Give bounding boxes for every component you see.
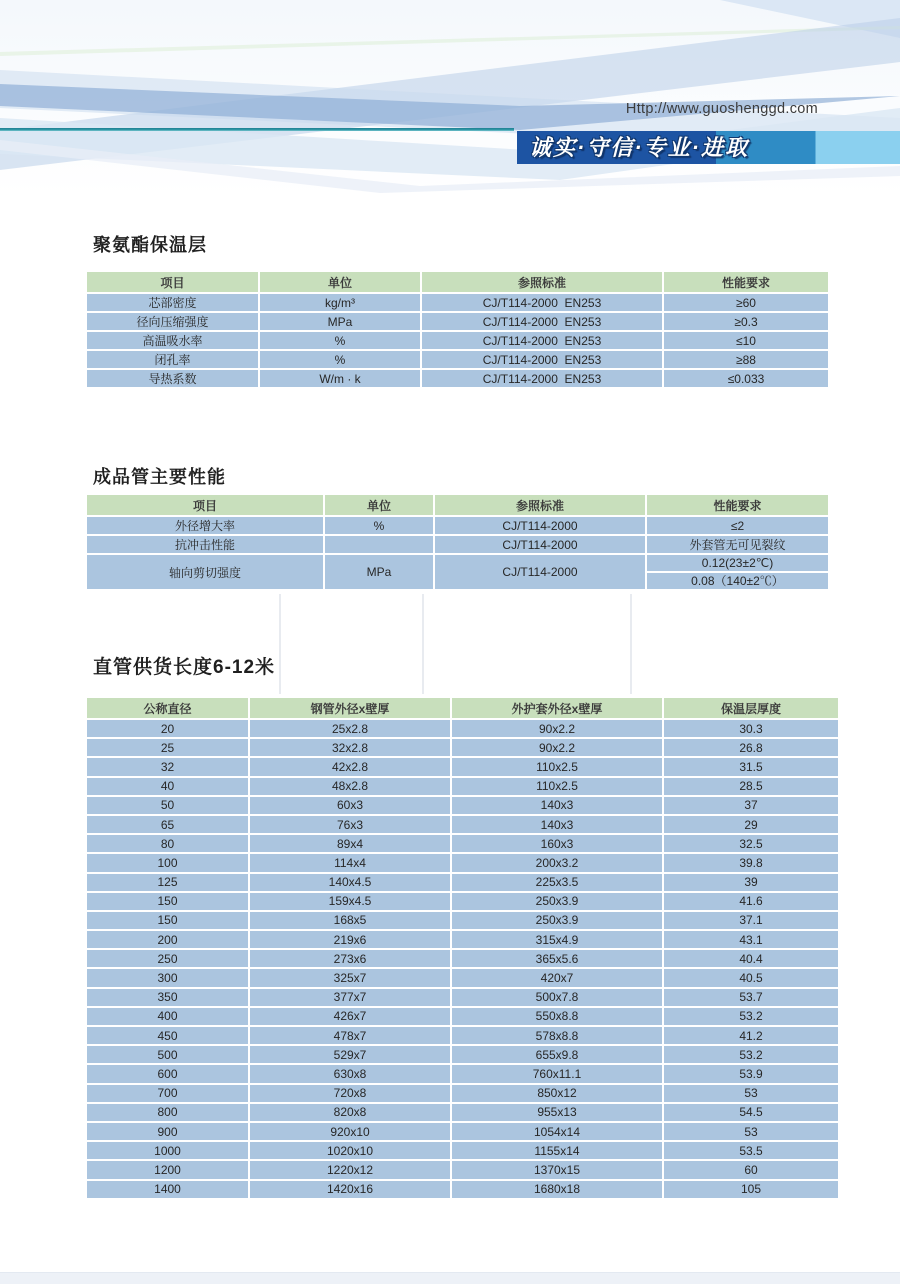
table-cell: 60x3 bbox=[250, 797, 450, 814]
table-header-row bbox=[87, 698, 838, 718]
table-cell: 导热系数 bbox=[87, 370, 258, 387]
table-cell: 39.8 bbox=[664, 854, 838, 871]
table-cell: kg/m³ bbox=[260, 294, 420, 311]
table-cell: ≤0.033 bbox=[664, 370, 828, 387]
table-cell: 30.3 bbox=[664, 720, 838, 737]
table-row bbox=[87, 778, 838, 795]
table-cell: 外套管无可见裂纹 bbox=[647, 536, 828, 553]
table-cell: 抗冲击性能 bbox=[87, 536, 323, 553]
column-header: 参照标准 bbox=[422, 272, 662, 292]
table-cell: 110x2.5 bbox=[452, 758, 662, 775]
table-cell: 700 bbox=[87, 1085, 248, 1102]
table-cell: 450 bbox=[87, 1027, 248, 1044]
column-header: 项目 bbox=[87, 495, 323, 515]
table-cell: ≥0.3 bbox=[664, 313, 828, 330]
slogan-text: 诚实·守信·专业·进取 bbox=[529, 135, 749, 160]
table-cell: 1000 bbox=[87, 1142, 248, 1159]
table-header-row bbox=[87, 272, 828, 292]
table-cell: 53.7 bbox=[664, 989, 838, 1006]
table-cell: 1680x18 bbox=[452, 1181, 662, 1198]
table-cell: 40.4 bbox=[664, 950, 838, 967]
table-cell: 53.2 bbox=[664, 1046, 838, 1063]
table-cell: 1400 bbox=[87, 1181, 248, 1198]
table-cell: 159x4.5 bbox=[250, 893, 450, 910]
table-cell bbox=[325, 536, 433, 553]
table-row bbox=[87, 1123, 838, 1140]
table-cell: 37.1 bbox=[664, 912, 838, 929]
table-cell: % bbox=[325, 517, 433, 534]
column-header: 单位 bbox=[260, 272, 420, 292]
table-cell: 28.5 bbox=[664, 778, 838, 795]
table-cell: 53 bbox=[664, 1123, 838, 1140]
table-cell: 168x5 bbox=[250, 912, 450, 929]
table-cell: CJ/T114-2000 bbox=[435, 555, 645, 589]
table-row bbox=[87, 835, 838, 852]
table-row bbox=[87, 1046, 838, 1063]
ghost-column-divider bbox=[279, 594, 281, 694]
table-row bbox=[87, 370, 828, 387]
table-cell: 40 bbox=[87, 778, 248, 795]
table-cell: 550x8.8 bbox=[452, 1008, 662, 1025]
table-row bbox=[87, 758, 838, 775]
table-row bbox=[87, 517, 828, 534]
table-cell: 80 bbox=[87, 835, 248, 852]
table-cell: 53.5 bbox=[664, 1142, 838, 1159]
table-cell: 37 bbox=[664, 797, 838, 814]
table-cell: 高温吸水率 bbox=[87, 332, 258, 349]
table-cell-line: 0.12(23±2℃) bbox=[701, 556, 774, 570]
column-header: 保温层厚度 bbox=[664, 698, 838, 718]
table-cell: W/m · k bbox=[260, 370, 420, 387]
table-cell: 闭孔率 bbox=[87, 351, 258, 368]
table-row bbox=[87, 1104, 838, 1121]
table-cell: 芯部密度 bbox=[87, 294, 258, 311]
table-cell: 25x2.8 bbox=[250, 720, 450, 737]
table-row bbox=[87, 739, 838, 756]
table-row bbox=[87, 1008, 838, 1025]
table-cell: 43.1 bbox=[664, 931, 838, 948]
column-header: 项目 bbox=[87, 272, 258, 292]
table-cell: 32 bbox=[87, 758, 248, 775]
column-header: 性能要求 bbox=[664, 272, 828, 292]
table-row bbox=[87, 893, 838, 910]
table-cell: 25 bbox=[87, 739, 248, 756]
table-row bbox=[87, 1027, 838, 1044]
footer-strip bbox=[0, 1272, 900, 1284]
table-cell: 400 bbox=[87, 1008, 248, 1025]
table-cell: 53.2 bbox=[664, 1008, 838, 1025]
table-cell: 50 bbox=[87, 797, 248, 814]
table-cell: 32x2.8 bbox=[250, 739, 450, 756]
table-cell: 365x5.6 bbox=[452, 950, 662, 967]
table-cell: 200x3.2 bbox=[452, 854, 662, 871]
table-cell: 90x2.2 bbox=[452, 739, 662, 756]
table-cell: 40.5 bbox=[664, 969, 838, 986]
column-header: 参照标准 bbox=[435, 495, 645, 515]
table-row bbox=[87, 313, 828, 330]
table-cell: 41.2 bbox=[664, 1027, 838, 1044]
table-cell: MPa bbox=[260, 313, 420, 330]
table-cell: 420x7 bbox=[452, 969, 662, 986]
column-header: 公称直径 bbox=[87, 698, 248, 718]
table-cell: 300 bbox=[87, 969, 248, 986]
table-row bbox=[87, 989, 838, 1006]
table-cell: 114x4 bbox=[250, 854, 450, 871]
table-cell: 219x6 bbox=[250, 931, 450, 948]
table-cell: 140x3 bbox=[452, 797, 662, 814]
table-row bbox=[87, 555, 828, 589]
table-cell: 42x2.8 bbox=[250, 758, 450, 775]
table-cell: 955x13 bbox=[452, 1104, 662, 1121]
table-cell: 20 bbox=[87, 720, 248, 737]
table-cell: MPa bbox=[325, 555, 433, 589]
table-cell: CJ/T114-2000 bbox=[435, 536, 645, 553]
table-cell: CJ/T114-2000 EN253 bbox=[422, 370, 662, 387]
table-cell: 100 bbox=[87, 854, 248, 871]
table-cell: CJ/T114-2000 EN253 bbox=[422, 351, 662, 368]
table-cell: 39 bbox=[664, 874, 838, 891]
table-cell: 578x8.8 bbox=[452, 1027, 662, 1044]
table-row bbox=[87, 950, 838, 967]
table-row bbox=[87, 874, 838, 891]
column-header: 性能要求 bbox=[647, 495, 828, 515]
table-cell: 900 bbox=[87, 1123, 248, 1140]
site-url: Http://www.guoshenggd.com bbox=[625, 101, 818, 117]
table-cell: 76x3 bbox=[250, 816, 450, 833]
table-cell: 89x4 bbox=[250, 835, 450, 852]
table-cell bbox=[647, 555, 828, 589]
table-cell: 1155x14 bbox=[452, 1142, 662, 1159]
table-cell: 820x8 bbox=[250, 1104, 450, 1121]
table-cell: 478x7 bbox=[250, 1027, 450, 1044]
table-cell: % bbox=[260, 332, 420, 349]
section-title-pipe-performance: 成品管主要性能 bbox=[93, 467, 226, 487]
table-cell: 315x4.9 bbox=[452, 931, 662, 948]
table-cell: 250x3.9 bbox=[452, 893, 662, 910]
table-cell: 48x2.8 bbox=[250, 778, 450, 795]
table-cell-line: 0.08（140±2℃） bbox=[647, 571, 828, 589]
table-row bbox=[87, 1142, 838, 1159]
column-header: 单位 bbox=[325, 495, 433, 515]
table-row bbox=[87, 969, 838, 986]
table-cell: 125 bbox=[87, 874, 248, 891]
table-cell: 31.5 bbox=[664, 758, 838, 775]
table-row bbox=[87, 294, 828, 311]
table-cell: 325x7 bbox=[250, 969, 450, 986]
table-row bbox=[87, 720, 838, 737]
table-cell: 26.8 bbox=[664, 739, 838, 756]
table-row bbox=[87, 912, 838, 929]
table-cell: 外径增大率 bbox=[87, 517, 323, 534]
table-row bbox=[87, 536, 828, 553]
table-cell: 110x2.5 bbox=[452, 778, 662, 795]
table-cell: 760x11.1 bbox=[452, 1065, 662, 1082]
table-cell: 90x2.2 bbox=[452, 720, 662, 737]
insulation-layer-table bbox=[85, 270, 830, 389]
table-cell: 720x8 bbox=[250, 1085, 450, 1102]
table-cell: 1220x12 bbox=[250, 1161, 450, 1178]
table-cell: 1020x10 bbox=[250, 1142, 450, 1159]
table-cell: 920x10 bbox=[250, 1123, 450, 1140]
table-cell: 500x7.8 bbox=[452, 989, 662, 1006]
table-cell: 32.5 bbox=[664, 835, 838, 852]
slogan-banner bbox=[517, 131, 900, 164]
wave-decoration bbox=[0, 0, 900, 195]
table-cell: 350 bbox=[87, 989, 248, 1006]
table-cell: % bbox=[260, 351, 420, 368]
table-cell: 250x3.9 bbox=[452, 912, 662, 929]
table-cell: 105 bbox=[664, 1181, 838, 1198]
column-header: 外护套外径x壁厚 bbox=[452, 698, 662, 718]
table-row bbox=[87, 1085, 838, 1102]
table-cell: 850x12 bbox=[452, 1085, 662, 1102]
table-cell: ≤10 bbox=[664, 332, 828, 349]
table-cell: ≥60 bbox=[664, 294, 828, 311]
table-row bbox=[87, 1065, 838, 1082]
table-cell: ≥88 bbox=[664, 351, 828, 368]
table-cell: 377x7 bbox=[250, 989, 450, 1006]
table-row bbox=[87, 816, 838, 833]
table-cell: 1200 bbox=[87, 1161, 248, 1178]
table-cell: 800 bbox=[87, 1104, 248, 1121]
table-cell: 655x9.8 bbox=[452, 1046, 662, 1063]
table-cell: 200 bbox=[87, 931, 248, 948]
table-cell: 轴向剪切强度 bbox=[87, 555, 323, 589]
supply-length-table bbox=[85, 696, 840, 1200]
table-cell: 273x6 bbox=[250, 950, 450, 967]
table-cell: CJ/T114-2000 EN253 bbox=[422, 332, 662, 349]
table-cell: 500 bbox=[87, 1046, 248, 1063]
table-cell: 426x7 bbox=[250, 1008, 450, 1025]
table-cell: 1420x16 bbox=[250, 1181, 450, 1198]
table-cell: 41.6 bbox=[664, 893, 838, 910]
table-cell: 1054x14 bbox=[452, 1123, 662, 1140]
section-title-supply-length: 直管供货长度6-12米 bbox=[93, 657, 276, 678]
table-cell: 600 bbox=[87, 1065, 248, 1082]
table-cell: 65 bbox=[87, 816, 248, 833]
table-cell: 150 bbox=[87, 893, 248, 910]
table-row bbox=[87, 931, 838, 948]
table-cell: 160x3 bbox=[452, 835, 662, 852]
table-row bbox=[87, 351, 828, 368]
table-cell: 60 bbox=[664, 1161, 838, 1178]
table-cell: 225x3.5 bbox=[452, 874, 662, 891]
table-row bbox=[87, 1161, 838, 1178]
table-cell: 630x8 bbox=[250, 1065, 450, 1082]
table-cell: 53.9 bbox=[664, 1065, 838, 1082]
table-cell: 140x4.5 bbox=[250, 874, 450, 891]
table-cell: 54.5 bbox=[664, 1104, 838, 1121]
table-row bbox=[87, 332, 828, 349]
ghost-column-divider bbox=[422, 594, 424, 694]
section-title-insulation-layer: 聚氨酯保温层 bbox=[93, 235, 207, 255]
table-cell: CJ/T114-2000 EN253 bbox=[422, 313, 662, 330]
table-row bbox=[87, 1181, 838, 1198]
table-cell: 径向压缩强度 bbox=[87, 313, 258, 330]
table-cell: 29 bbox=[664, 816, 838, 833]
table-cell: 53 bbox=[664, 1085, 838, 1102]
teal-divider-line bbox=[0, 128, 514, 131]
column-header: 钢管外径x壁厚 bbox=[250, 698, 450, 718]
pipe-performance-table bbox=[85, 493, 830, 591]
table-cell: 529x7 bbox=[250, 1046, 450, 1063]
table-cell: ≤2 bbox=[647, 517, 828, 534]
table-cell: CJ/T114-2000 EN253 bbox=[422, 294, 662, 311]
table-row bbox=[87, 797, 838, 814]
table-row bbox=[87, 854, 838, 871]
table-cell: CJ/T114-2000 bbox=[435, 517, 645, 534]
table-header-row bbox=[87, 495, 828, 515]
table-cell: 250 bbox=[87, 950, 248, 967]
table-cell: 1370x15 bbox=[452, 1161, 662, 1178]
table-cell: 140x3 bbox=[452, 816, 662, 833]
ghost-column-divider bbox=[630, 594, 632, 694]
table-cell: 150 bbox=[87, 912, 248, 929]
